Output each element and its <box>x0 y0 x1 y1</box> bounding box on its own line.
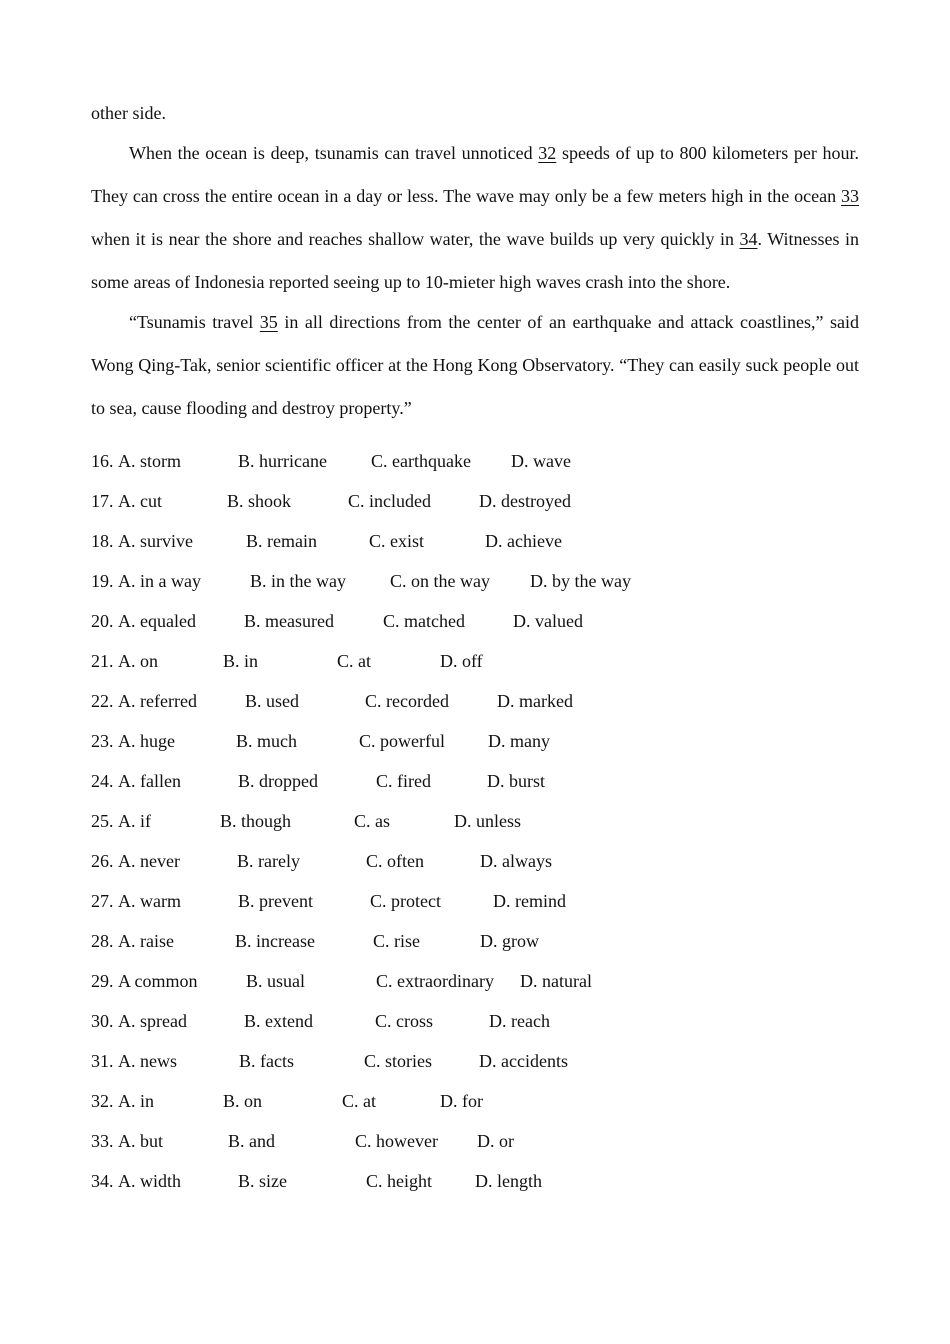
option-b: B. used <box>245 691 299 711</box>
option-a: A. spread <box>118 1011 187 1031</box>
option-d: D. marked <box>497 691 573 711</box>
question-number: 18. <box>91 531 114 551</box>
option-c: C. extraordinary <box>376 971 494 991</box>
option-b: B. and <box>228 1131 275 1151</box>
question-number: 30. <box>91 1011 114 1031</box>
option-b: B. in the way <box>250 571 346 591</box>
option-d: D. length <box>475 1171 542 1191</box>
text-segment: “Tsunamis travel <box>129 312 260 332</box>
option-c: C. as <box>354 811 390 831</box>
question-number: 20. <box>91 611 114 631</box>
option-d: D. many <box>488 731 550 751</box>
option-c: C. at <box>342 1091 376 1111</box>
question-row <box>91 561 859 601</box>
option-d: D. grow <box>480 931 539 951</box>
option-a: A. equaled <box>118 611 196 631</box>
option-a: A. if <box>118 811 151 831</box>
option-a: A. in a way <box>118 571 201 591</box>
blank-33: 33 <box>841 186 859 206</box>
question-row <box>91 1161 859 1201</box>
option-a: A. raise <box>118 931 174 951</box>
option-a: A. referred <box>118 691 197 711</box>
option-d: D. remind <box>493 891 566 911</box>
option-c: C. however <box>355 1131 438 1151</box>
option-a: A. survive <box>118 531 193 551</box>
option-c: C. fired <box>376 771 431 791</box>
option-b: B. rarely <box>237 851 300 871</box>
option-a: A. news <box>118 1051 177 1071</box>
blank-34: 34 <box>739 229 758 249</box>
option-a: A. cut <box>118 491 162 511</box>
question-row <box>91 681 859 721</box>
option-a: A. fallen <box>118 771 181 791</box>
option-d: D. burst <box>487 771 545 791</box>
option-c: C. at <box>337 651 371 671</box>
option-c: C. on the way <box>390 571 490 591</box>
question-number: 28. <box>91 931 114 951</box>
blank-32: 32 <box>538 143 557 163</box>
question-row <box>91 521 859 561</box>
option-d: D. or <box>477 1131 514 1151</box>
question-number: 25. <box>91 811 114 831</box>
option-d: D. natural <box>520 971 592 991</box>
question-number: 24. <box>91 771 114 791</box>
option-c: C. matched <box>383 611 465 631</box>
question-number: 23. <box>91 731 114 751</box>
question-row <box>91 1081 859 1121</box>
option-a: A. on <box>118 651 158 671</box>
option-c: C. stories <box>364 1051 433 1071</box>
question-row <box>91 641 859 681</box>
option-b: B. increase <box>235 931 315 951</box>
option-d: D. by the way <box>530 571 631 591</box>
option-a: A. never <box>118 851 180 871</box>
text-segment: in all directions from the center of an earthquake and attack coastlines,” said Wong Qing-Tak, senior scientific officer at the Hong Kong Observatory. “They can easily suck people out to sea, cause flooding and destroy property.” <box>91 312 860 418</box>
option-c: C. exist <box>369 531 425 551</box>
option-c: C. often <box>366 851 424 871</box>
option-b: B. dropped <box>238 771 318 791</box>
question-number: 34. <box>91 1171 114 1191</box>
question-number: 31. <box>91 1051 114 1071</box>
option-d: D. destroyed <box>479 491 571 511</box>
option-c: C. powerful <box>359 731 445 751</box>
option-d: D. for <box>440 1091 483 1111</box>
question-number: 27. <box>91 891 114 911</box>
question-row <box>91 1041 859 1081</box>
option-a: A. but <box>118 1131 163 1151</box>
option-b: B. on <box>223 1091 263 1111</box>
option-c: C. protect <box>370 891 441 911</box>
text-segment: speeds of up to 800 kilometers per hour. They can cross the entire ocean in a day or less. The wave may only be a few meters high in the ocean <box>91 143 859 206</box>
option-b: B. shook <box>227 491 292 511</box>
option-b: B. usual <box>246 971 306 991</box>
question-row <box>91 601 859 641</box>
option-a: A. warm <box>118 891 181 911</box>
option-d: D. valued <box>513 611 583 631</box>
question-row <box>91 801 859 841</box>
question-row <box>91 481 859 521</box>
question-number: 32. <box>91 1091 114 1111</box>
option-c: C. rise <box>373 931 420 951</box>
question-row <box>91 441 859 481</box>
text-segment: When the ocean is deep, tsunamis can travel unnoticed <box>129 143 539 163</box>
passage-paragraph-2 <box>91 301 859 430</box>
option-b: B. extend <box>244 1011 313 1031</box>
option-d: D. off <box>440 651 483 671</box>
option-d: D. unless <box>454 811 521 831</box>
option-a: A. width <box>118 1171 181 1191</box>
question-number: 17. <box>91 491 114 511</box>
question-number: 26. <box>91 851 114 871</box>
question-row <box>91 1001 859 1041</box>
question-number: 19. <box>91 571 114 591</box>
option-a: A. storm <box>118 451 181 471</box>
option-b: B. though <box>220 811 292 831</box>
option-b: B. much <box>236 731 297 751</box>
option-c: C. earthquake <box>371 451 471 471</box>
question-row <box>91 961 859 1001</box>
option-b: B. remain <box>246 531 317 551</box>
option-d: D. achieve <box>485 531 562 551</box>
option-d: D. accidents <box>479 1051 568 1071</box>
option-b: B. size <box>238 1171 287 1191</box>
blank-35: 35 <box>259 312 278 332</box>
option-b: B. hurricane <box>238 451 327 471</box>
question-list <box>91 441 859 1201</box>
option-a: A. in <box>118 1091 154 1111</box>
option-a: A common <box>118 971 198 991</box>
passage-carryover: other side. <box>91 103 166 123</box>
option-a: A. huge <box>118 731 175 751</box>
option-d: D. wave <box>511 451 571 471</box>
question-row <box>91 1121 859 1161</box>
option-c: C. cross <box>375 1011 433 1031</box>
option-c: C. height <box>366 1171 432 1191</box>
option-d: D. always <box>480 851 552 871</box>
option-c: C. included <box>348 491 431 511</box>
option-b: B. measured <box>244 611 334 631</box>
question-number: 21. <box>91 651 114 671</box>
text-segment: . Witnesses in some areas of Indonesia reported seeing up to 10-mieter high waves crash into the shore. <box>91 229 859 292</box>
question-row <box>91 881 859 921</box>
exam-page <box>91 98 859 1201</box>
question-number: 22. <box>91 691 114 711</box>
question-number: 16. <box>91 451 114 471</box>
option-b: B. facts <box>239 1051 294 1071</box>
text-segment: when it is near the shore and reaches shallow water, the wave builds up very quickly in <box>91 229 740 249</box>
question-row <box>91 841 859 881</box>
passage-paragraph-1 <box>91 132 859 304</box>
option-b: B. prevent <box>238 891 313 911</box>
question-number: 29. <box>91 971 114 991</box>
question-row <box>91 761 859 801</box>
question-row <box>91 921 859 961</box>
option-b: B. in <box>223 651 259 671</box>
option-c: C. recorded <box>365 691 449 711</box>
question-number: 33. <box>91 1131 114 1151</box>
question-row <box>91 721 859 761</box>
option-d: D. reach <box>489 1011 550 1031</box>
